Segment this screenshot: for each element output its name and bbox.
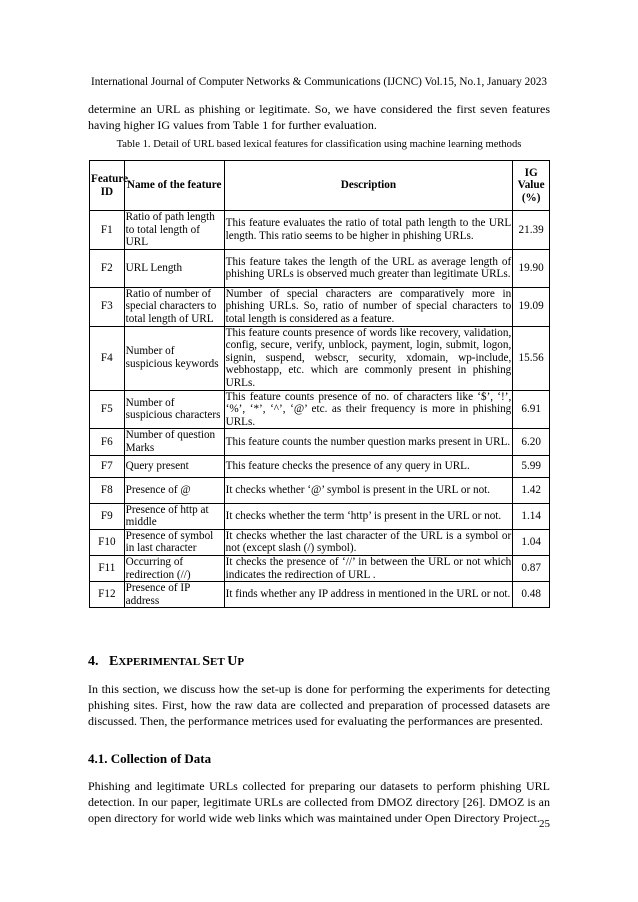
feature-description-cell: This feature evaluates the ratio of total path length to the URL length. This ratio seems to be higher in phishing URLs.	[224, 211, 513, 250]
feature-name-cell: Ratio of path length to total length of URL	[124, 211, 224, 250]
feature-id-cell: F10	[90, 529, 125, 555]
section-4-1-paragraph: Phishing and legitimate URLs collected for preparing our datasets to perform phishing URL detection. In our paper, legitimate URLs are collected from DMOZ directory [26]. DMOZ is an open directory for world wide web links which was maintained under Open Directory Project.	[88, 779, 550, 825]
header-ig-value: IG Value (%)	[513, 161, 550, 211]
feature-description-cell: This feature takes the length of the URL as average length of phishing URLs is observed much greater than legitimate URLs.	[224, 249, 513, 287]
feature-name-cell: URL Length	[124, 249, 224, 287]
feature-description-cell: It finds whether any IP address in mentioned in the URL or not.	[224, 582, 513, 608]
feature-name-cell: Ratio of number of special characters to total length of URL	[124, 287, 224, 326]
title-initial: U	[227, 654, 238, 669]
page-number: 25	[539, 818, 550, 830]
features-table	[89, 160, 550, 608]
feature-name-cell: Presence of IP address	[124, 582, 224, 608]
ig-value-cell: 0.48	[513, 582, 550, 608]
table-header-row	[90, 161, 550, 211]
feature-id-cell: F6	[90, 429, 125, 455]
ig-value-cell: 6.91	[513, 390, 550, 429]
feature-name-cell: Number of suspicious keywords	[124, 326, 224, 390]
feature-description-cell: This feature counts presence of words like recovery, validation, config, secure, verify, unblock, payment, login, submit, logon, signin, suspend, webscr, security, xdomain, wp-include, webhostapp, etc. which are commonly present in phishing URLs.	[225, 326, 512, 389]
ig-value-cell: 1.14	[513, 503, 550, 529]
feature-name-cell: Number of suspicious characters	[124, 390, 224, 429]
feature-name-cell: Presence of http at middle	[124, 503, 224, 529]
table-row	[90, 503, 550, 529]
feature-id-cell: F8	[90, 477, 125, 503]
feature-id-cell: F9	[90, 503, 125, 529]
ig-value-cell: 0.87	[513, 555, 550, 581]
ig-value-cell: 19.09	[513, 287, 550, 326]
section-4-number: 4.	[88, 654, 99, 669]
section-4-heading	[88, 654, 244, 670]
feature-description-cell: This feature checks the presence of any query in URL.	[224, 455, 513, 477]
feature-description-cell: It checks whether ‘@’ symbol is present in the URL or not.	[224, 477, 513, 503]
table-body	[90, 211, 550, 608]
ig-value-cell: 21.39	[513, 211, 550, 250]
feature-id-cell: F1	[90, 211, 125, 250]
title-rest: XPERIMENTAL	[118, 656, 203, 668]
title-rest: ET	[209, 656, 228, 668]
table-row	[90, 390, 550, 429]
feature-id-cell: F7	[90, 455, 125, 477]
feature-id-cell: F2	[90, 249, 125, 287]
table-row	[90, 555, 550, 581]
title-initial: E	[109, 654, 119, 669]
ig-value-cell: 6.20	[513, 429, 550, 455]
table-row	[90, 287, 550, 326]
feature-id-cell: F5	[90, 390, 125, 429]
ig-value-cell: 1.04	[513, 529, 550, 555]
table-row	[90, 477, 550, 503]
table-row	[90, 211, 550, 250]
feature-description-cell: It checks the presence of ‘//’ in between the URL or not which indicates the redirection of URL .	[225, 555, 512, 581]
feature-id-cell: F3	[90, 287, 125, 326]
table-row	[90, 582, 550, 608]
feature-id-cell: F4	[90, 326, 125, 390]
feature-description-cell: This feature counts the number question marks present in URL.	[224, 429, 513, 455]
section-4-paragraph: In this section, we discuss how the set-up is done for performing the experiments for detecting phishing sites. First, how the raw data are collected and preparation of processed datasets are discussed. Then, the performance metrices used for evaluating the performances are presented.	[88, 682, 550, 728]
feature-id-cell: F12	[90, 582, 125, 608]
feature-description-cell: It checks whether the term ‘http’ is present in the URL or not.	[224, 503, 513, 529]
feature-name-cell: Query present	[124, 455, 224, 477]
feature-name-cell: Presence of @	[124, 477, 224, 503]
feature-name-cell: Occurring of redirection (//)	[124, 555, 224, 581]
header-description: Description	[224, 161, 513, 211]
ig-value-cell: 1.42	[513, 477, 550, 503]
feature-name-cell: Number of question Marks	[124, 429, 224, 455]
feature-id-cell: F11	[90, 555, 125, 581]
header-feature-id: Feature ID	[90, 161, 125, 211]
header-feature-name: Name of the feature	[124, 161, 224, 211]
table-row	[90, 529, 550, 555]
table-caption: Table 1. Detail of URL based lexical features for classification using machine learning methods	[116, 139, 522, 150]
title-initial: S	[202, 654, 210, 669]
feature-description-cell: This feature counts presence of no. of characters like ‘$’, ‘!’, ‘%’, ‘*’, ‘^’, ‘@’ etc. as their frequency is more in phishing URLs.	[225, 390, 512, 428]
table-row	[90, 326, 550, 390]
feature-description-cell: Number of special characters are comparatively more in phishing URLs. So, ratio of number of special characters to total length is considered as a feature.	[225, 287, 512, 325]
intro-paragraph: determine an URL as phishing or legitimate. So, we have considered the first seven features having higher IG values from Table 1 for further evaluation.	[88, 102, 550, 132]
title-rest: P	[237, 656, 245, 668]
section-4-1-heading: 4.1. Collection of Data	[88, 751, 212, 766]
table-row	[90, 455, 550, 477]
journal-header: International Journal of Computer Networks & Communications (IJCNC) Vol.15, No.1, January 2023	[90, 76, 548, 88]
feature-description-cell: It checks whether the last character of the URL is a symbol or not (except slash (/) symbol).	[225, 529, 512, 555]
section-4-title	[109, 654, 244, 669]
table-row	[90, 429, 550, 455]
feature-name-cell: Presence of symbol in last character	[124, 529, 224, 555]
ig-value-cell: 5.99	[513, 455, 550, 477]
ig-value-cell: 19.90	[513, 249, 550, 287]
ig-value-cell: 15.56	[513, 326, 550, 390]
table-row	[90, 249, 550, 287]
